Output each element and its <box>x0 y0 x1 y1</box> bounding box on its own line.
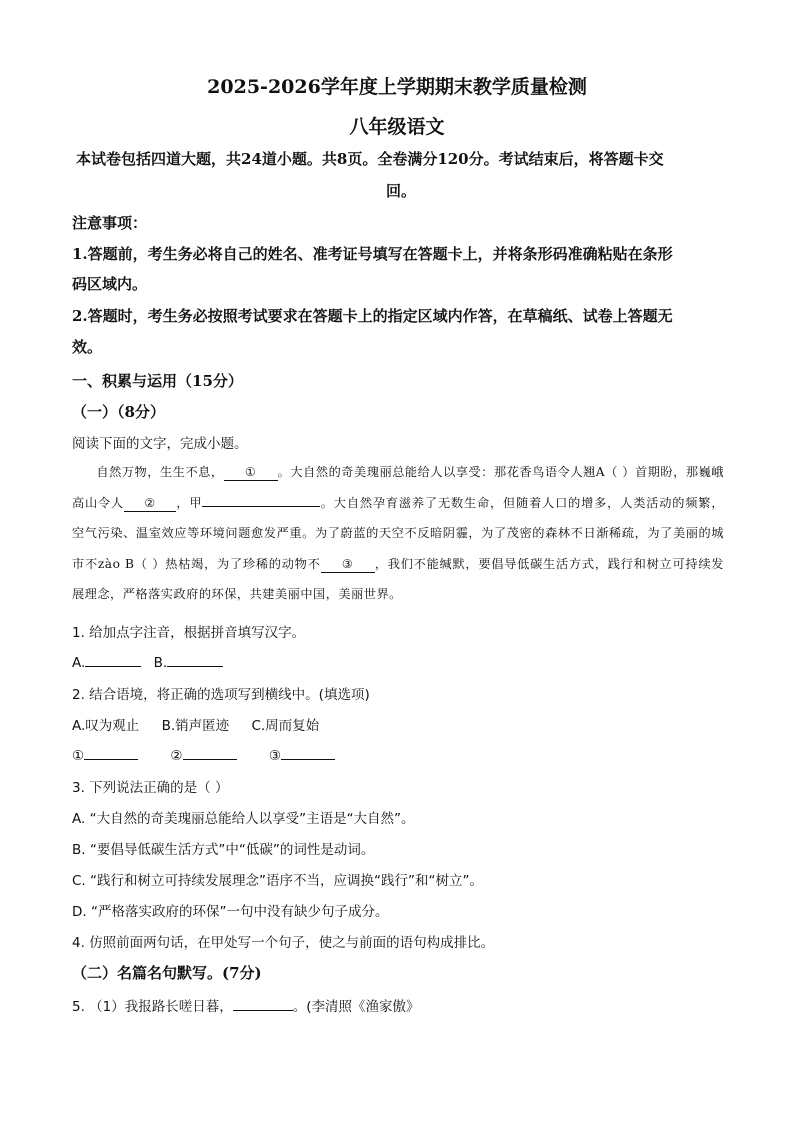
passage-segment-2: 。大自然的奇美瑰丽总能给人以享受：那花香鸟语令人翘A（ ）首期盼，那巍峨高山令人 <box>72 465 724 510</box>
q3-option-c: C. “践行和树立可持续发展理念”语序不当，应调换“践行”和“树立”。 <box>72 873 483 889</box>
q2-answer-1[interactable] <box>84 745 138 760</box>
exam-title: 2025-2026学年度上学期期末教学质量检测 <box>207 76 587 98</box>
q1-answer-b[interactable] <box>167 652 223 667</box>
passage-blank-jia[interactable] <box>202 506 320 507</box>
q2-option-a: A.叹为观止 <box>72 718 140 734</box>
question-2: 2. 结合语境，将正确的选项写到横线中。(填选项) <box>72 687 370 703</box>
exam-subject: 八年级语文 <box>349 116 445 138</box>
passage-blank-3[interactable]: ③ <box>321 557 375 573</box>
reading-passage <box>72 457 724 610</box>
q1-answer-a[interactable] <box>85 652 141 667</box>
passage-segment-3: ，甲 <box>176 495 203 510</box>
q2-label-3: ③ <box>268 748 281 764</box>
question-3: 3. 下列说法正确的是（ ） <box>72 780 229 796</box>
q3-option-a: A. “大自然的奇美瑰丽总能给人以享受”主语是“大自然”。 <box>72 811 415 827</box>
notice-item-2-line-1: 2.答题时，考生务必按照考试要求在答题卡上的指定区域内作答，在草稿纸、试卷上答题无 <box>72 307 673 325</box>
exam-intro <box>76 143 726 207</box>
notice-item-1-line-1: 1.答题前，考生务必将自己的姓名、准考证号填写在答题卡上，并将条形码准确粘贴在条形 <box>72 245 673 263</box>
question-2-options <box>72 714 337 734</box>
q2-answer-2[interactable] <box>183 745 237 760</box>
notice-item-2-line-2: 效。 <box>72 338 103 356</box>
q1-label-b: B. <box>153 655 168 671</box>
q2-option-c: C.周而复始 <box>251 718 320 734</box>
q2-option-b: B.销声匿迹 <box>161 718 230 734</box>
passage-segment-5: ，我们不能缄默，要倡导低碳生活方式，践行和树立可持续发展理念，严格落实政府的环保，共建美丽中国，美丽世界。 <box>72 556 724 601</box>
part2-heading: （二）名篇名句默写。(7分) <box>72 964 262 982</box>
q3-option-d: D. “严格落实政府的环保”一句中没有缺少句子成分。 <box>72 904 389 920</box>
q3-option-b: B. “要倡导低碳生活方式”中“低碳”的词性是动词。 <box>72 842 375 858</box>
question-5 <box>72 995 420 1015</box>
passage-blank-1[interactable]: ① <box>224 465 278 481</box>
notice-heading: 注意事项： <box>72 214 148 232</box>
q5-prefix: 5. （1）我报路长嗟日暮， <box>72 999 233 1015</box>
q5-answer-blank[interactable] <box>233 996 293 1011</box>
intro-line-1: 本试卷包括四道大题，共24道小题。共8页。全卷满分120分。考试结束后，将答题卡交 <box>76 150 664 168</box>
q2-label-1: ① <box>72 748 85 764</box>
intro-line-2: 回。 <box>385 182 416 200</box>
part1-sub-heading: （一）（8分） <box>72 403 165 421</box>
question-2-answers <box>72 745 335 764</box>
q2-label-2: ② <box>170 748 183 764</box>
part1-heading: 一、积累与运用（15分） <box>72 372 243 390</box>
notice-item-1-line-2: 码区域内。 <box>72 275 148 293</box>
q2-answer-3[interactable] <box>281 745 335 760</box>
question-1: 1. 给加点字注音，根据拼音填写汉字。 <box>72 625 306 641</box>
passage-blank-2[interactable]: ② <box>124 496 176 512</box>
question-4: 4. 仿照前面两句话，在甲处写一个句子，使之与前面的语句构成排比。 <box>72 935 495 951</box>
question-1-answers <box>72 652 223 671</box>
q1-label-a: A. <box>72 655 86 671</box>
passage-segment-1: 自然万物，生生不息， <box>96 465 224 479</box>
passage-segment-4: 。大自然孕育滋养了无数生命，但随着人口的增多，人类活动的频繁，空气污染、温室效应等环境问题愈发严重。为了蔚蓝的天空不反暗阴霾，为了茂密的森林不日渐稀疏，为了美丽的城市不zào B（ ）热枯竭，为了珍稀的动物不 <box>72 495 725 571</box>
passage-instruction: 阅读下面的文字，完成小题。 <box>72 436 248 452</box>
q5-suffix: 。(李清照《渔家傲》 <box>292 999 420 1015</box>
